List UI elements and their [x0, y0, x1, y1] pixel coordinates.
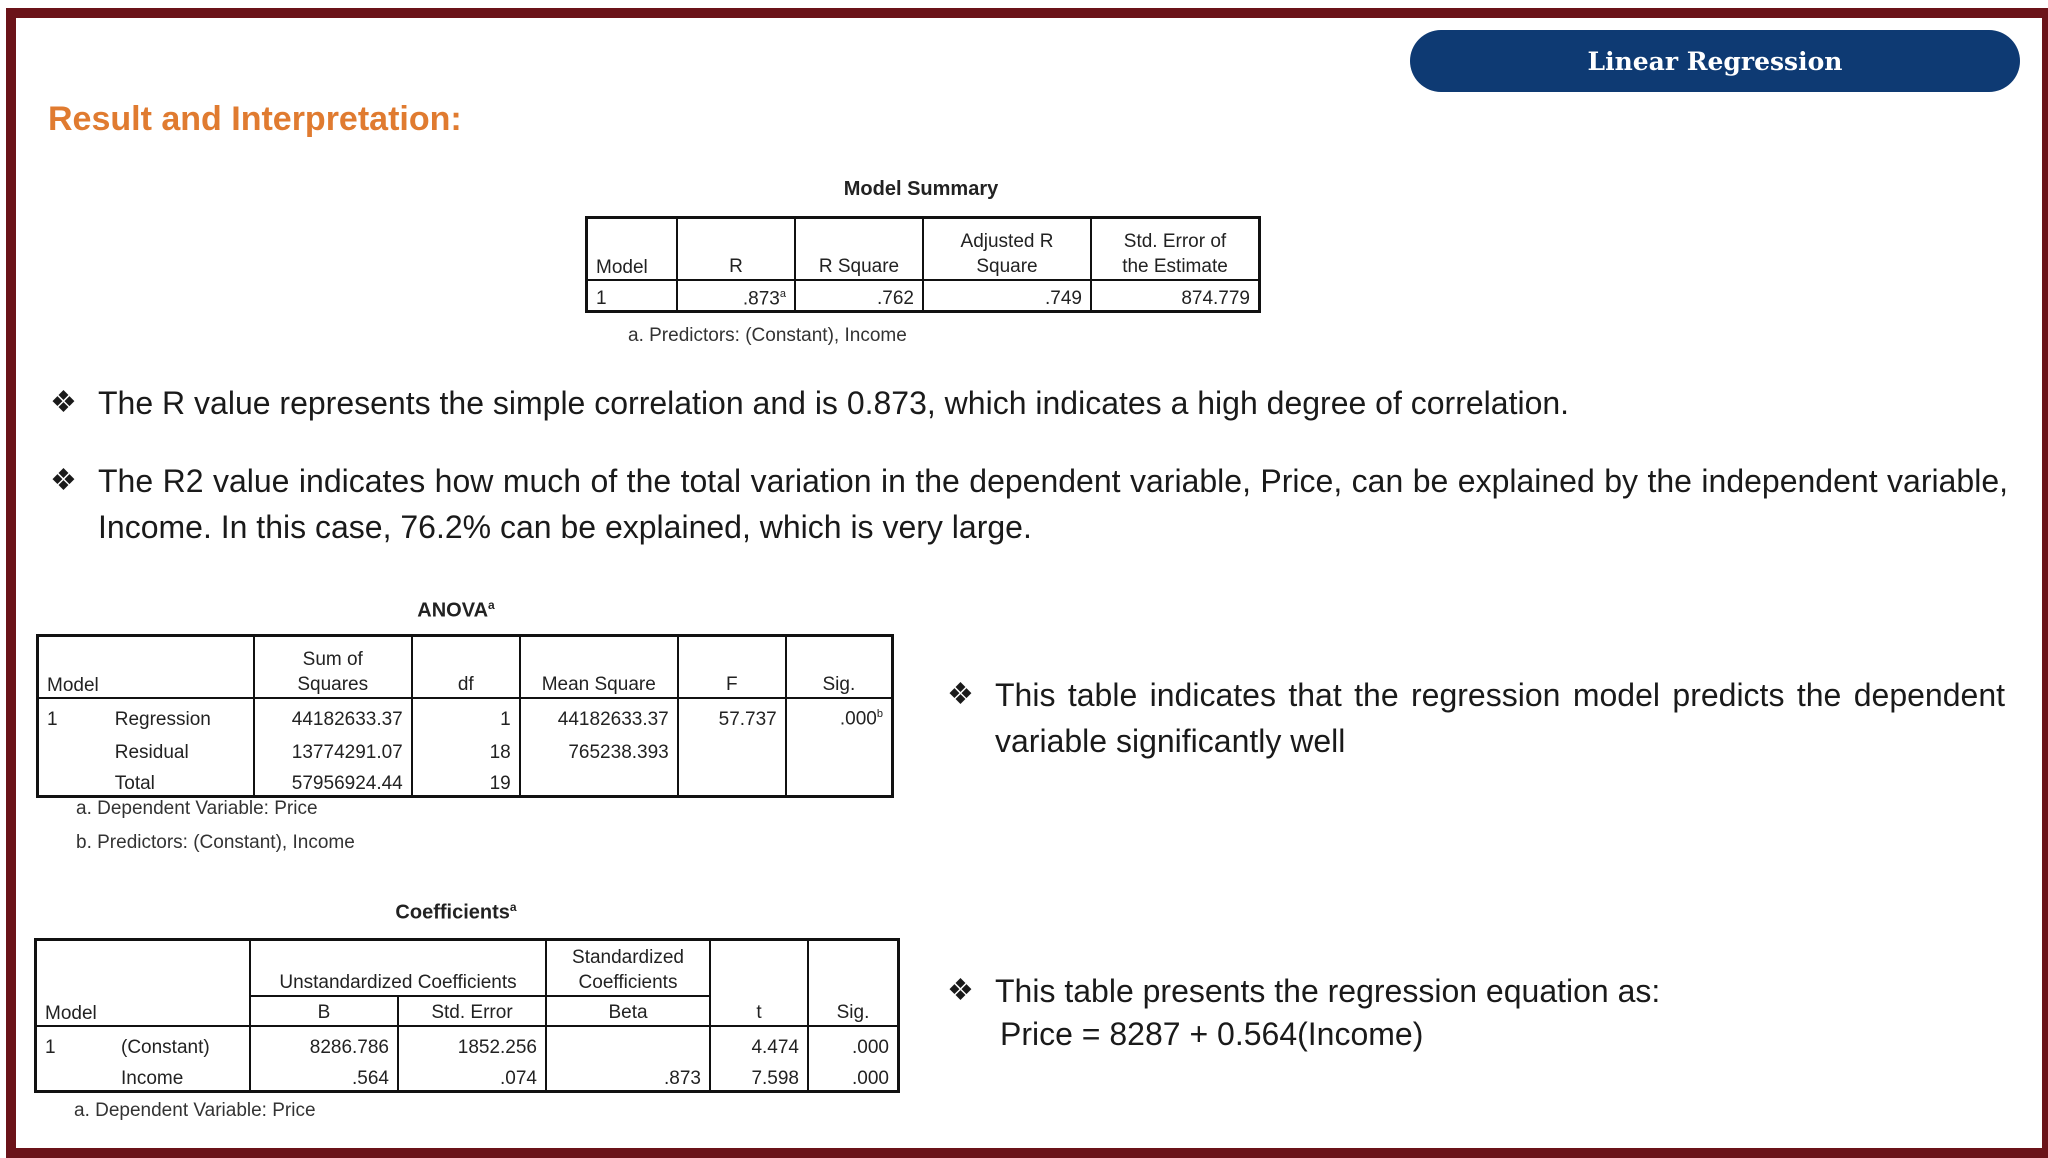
- header-model: Model: [587, 218, 678, 280]
- header-sig: Sig.: [786, 636, 893, 698]
- cell-f: 57.737: [678, 698, 786, 731]
- section-heading: Result and Interpretation:: [48, 100, 462, 138]
- coefficients-table: [34, 938, 900, 1093]
- anova-title: ANOVA$^a$: [417, 598, 495, 622]
- cell-std-error: 874.779: [1091, 280, 1260, 312]
- cell-df: 19: [412, 764, 520, 797]
- cell-r: .873$^a$: [677, 280, 795, 312]
- model-summary-title: Model Summary: [843, 178, 999, 200]
- cell-std-error: 1852.256: [398, 1026, 546, 1059]
- header-t: t: [710, 940, 808, 1026]
- header-r: R: [677, 218, 795, 280]
- row-label: Residual: [107, 731, 254, 764]
- row-model: 1: [38, 698, 107, 731]
- cell-df: 1: [412, 698, 520, 731]
- bullet-anova: ❖ This table indicates that the regression model predicts the dependent variable significantly well: [995, 672, 2005, 764]
- cell-ss: 57956924.44: [254, 764, 412, 797]
- header-df: df: [412, 636, 520, 698]
- header-std-error: Std. Error: [398, 996, 546, 1026]
- cell-r-square: .762: [795, 280, 923, 312]
- model-summary-footnote: a. Predictors: (Constant), Income: [628, 325, 907, 346]
- diamond-bullet-icon: ❖: [50, 464, 77, 497]
- header-std-error: Std. Error of the Estimate: [1091, 218, 1260, 280]
- cell-adjusted-r-square: .749: [923, 280, 1091, 312]
- cell-sig: .000: [808, 1059, 899, 1092]
- diamond-bullet-icon: ❖: [947, 974, 974, 1007]
- cell-sig: .000: [808, 1026, 899, 1059]
- coefficients-title: Coefficients$^a$: [395, 900, 517, 924]
- diamond-bullet-icon: ❖: [50, 386, 77, 419]
- header-standardized: Standardized Coefficients: [546, 940, 710, 996]
- cell-beta: [546, 1026, 710, 1059]
- anova-table: [36, 634, 894, 798]
- cell-t: 4.474: [710, 1026, 808, 1059]
- row-label: Income: [113, 1059, 250, 1092]
- header-model: Model: [36, 940, 114, 1026]
- cell-ss: 13774291.07: [254, 731, 412, 764]
- row-label: Regression: [107, 698, 254, 731]
- anova-footnote-a: a. Dependent Variable: Price: [76, 798, 318, 819]
- model-summary-table: [585, 216, 1261, 313]
- row-model: 1: [36, 1026, 114, 1059]
- cell-df: 18: [412, 731, 520, 764]
- coefficients-footnote: a. Dependent Variable: Price: [74, 1100, 316, 1121]
- cell-t: 7.598: [710, 1059, 808, 1092]
- cell-ms: 44182633.37: [520, 698, 678, 731]
- header-sig: Sig.: [808, 940, 899, 1026]
- banner-title: Linear Regression: [1587, 46, 1843, 76]
- cell-b: 8286.786: [250, 1026, 398, 1059]
- header-mean-square: Mean Square: [520, 636, 678, 698]
- row-label: Total: [107, 764, 254, 797]
- header-b: B: [250, 996, 398, 1026]
- row-label: (Constant): [113, 1026, 250, 1059]
- bullet-coefficients: ❖ This table presents the regression equation as:: [995, 968, 2005, 1014]
- cell-ms: 765238.393: [520, 731, 678, 764]
- row-model: 1: [587, 280, 678, 312]
- header-sum-of-squares: Sum of Squares: [254, 636, 412, 698]
- cell-beta: .873: [546, 1059, 710, 1092]
- header-beta: Beta: [546, 996, 710, 1026]
- bullet-r-value: ❖ The R value represents the simple correlation and is 0.873, which indicates a high degree of correlation.: [98, 380, 2008, 426]
- cell-sig: .000$^b$: [786, 698, 893, 731]
- diamond-bullet-icon: ❖: [947, 678, 974, 711]
- cell-b: .564: [250, 1059, 398, 1092]
- cell-ss: 44182633.37: [254, 698, 412, 731]
- header-adjusted-r-square: Adjusted R Square: [923, 218, 1091, 280]
- header-r-square: R Square: [795, 218, 923, 280]
- cell-std-error: .074: [398, 1059, 546, 1092]
- header-unstandardized: Unstandardized Coefficients: [250, 940, 546, 996]
- header-f: F: [678, 636, 786, 698]
- anova-footnote-b: b. Predictors: (Constant), Income: [76, 832, 355, 853]
- header-model: Model: [38, 636, 107, 698]
- regression-equation: Price = 8287 + 0.564(Income): [1000, 1016, 1424, 1052]
- title-banner: [1410, 30, 2020, 92]
- bullet-r2-value: ❖ The R2 value indicates how much of the total variation in the dependent variable, Price, can be explained by the independent variable, Income. In this case, 76.2% can be explained, which is very large.: [98, 458, 2008, 550]
